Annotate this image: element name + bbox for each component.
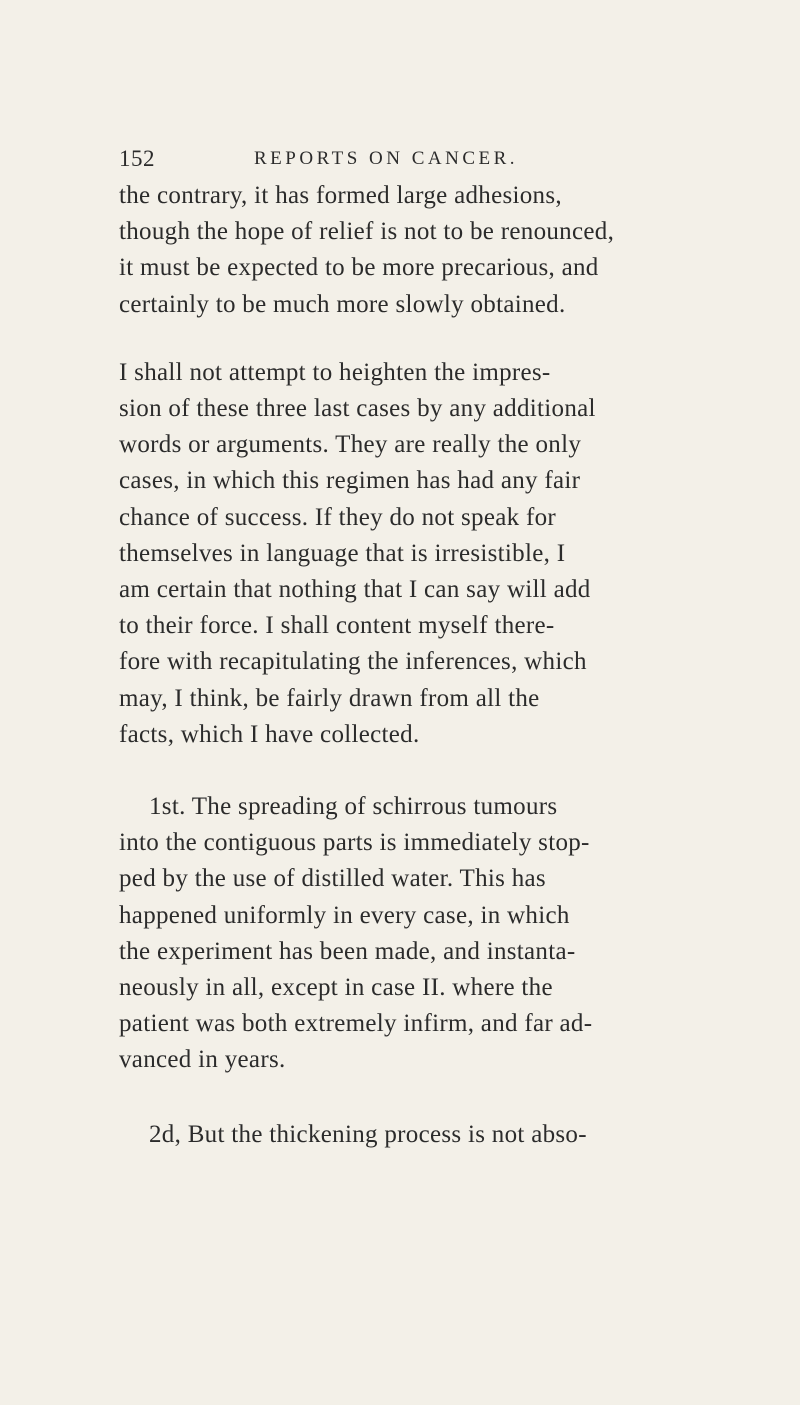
text-line: happened uniformly in every case, in which <box>119 901 570 929</box>
running-head: REPORTS ON CANCER. <box>254 148 519 169</box>
paragraph-second-inference <box>119 1117 697 1153</box>
text-line: facts, which I have collected. <box>119 720 420 748</box>
text-line: I shall not attempt to heighten the impres- <box>119 358 551 386</box>
text-line: themselves in language that is irresistible, I <box>119 539 566 567</box>
text-line: to their force. I shall content myself there- <box>119 612 555 640</box>
paragraph-continuation <box>119 178 697 323</box>
text-line: patient was both extremely infirm, and far ad- <box>119 1010 593 1038</box>
paragraph-first-inference <box>119 789 697 1079</box>
text-line: neously in all, except in case II. where the <box>119 974 553 1002</box>
text-line: ped by the use of distilled water. This has <box>119 865 546 893</box>
text-line: the experiment has been made, and instanta- <box>119 937 576 965</box>
text-line: may, I think, be fairly drawn from all the <box>119 684 540 712</box>
text-line: fore with recapitulating the inferences, which <box>119 648 587 676</box>
text-line: 1st. The spreading of schirrous tumours <box>149 793 558 821</box>
body-text <box>119 178 697 1153</box>
text-line: 2d, But the thickening process is not abso- <box>149 1120 587 1148</box>
page-number: 152 <box>119 146 155 171</box>
page-header <box>119 146 699 178</box>
text-line: words or arguments. They are really the only <box>119 431 582 459</box>
text-line: cases, in which this regimen has had any fair <box>119 467 581 495</box>
text-line: though the hope of relief is not to be renounced, <box>119 218 615 246</box>
text-line: am certain that nothing that I can say will add <box>119 576 591 604</box>
text-line: certainly to be much more slowly obtained. <box>119 290 566 318</box>
paragraph-recapitulation-intro <box>119 355 697 753</box>
text-line: chance of success. If they do not speak for <box>119 503 557 531</box>
text-line: vanced in years. <box>119 1046 286 1074</box>
text-line: sion of these three last cases by any additional <box>119 395 596 423</box>
text-line: the contrary, it has formed large adhesions, <box>119 182 562 209</box>
text-line: it must be expected to be more precarious, and <box>119 254 599 282</box>
text-line: into the contiguous parts is immediately stop- <box>119 829 590 857</box>
